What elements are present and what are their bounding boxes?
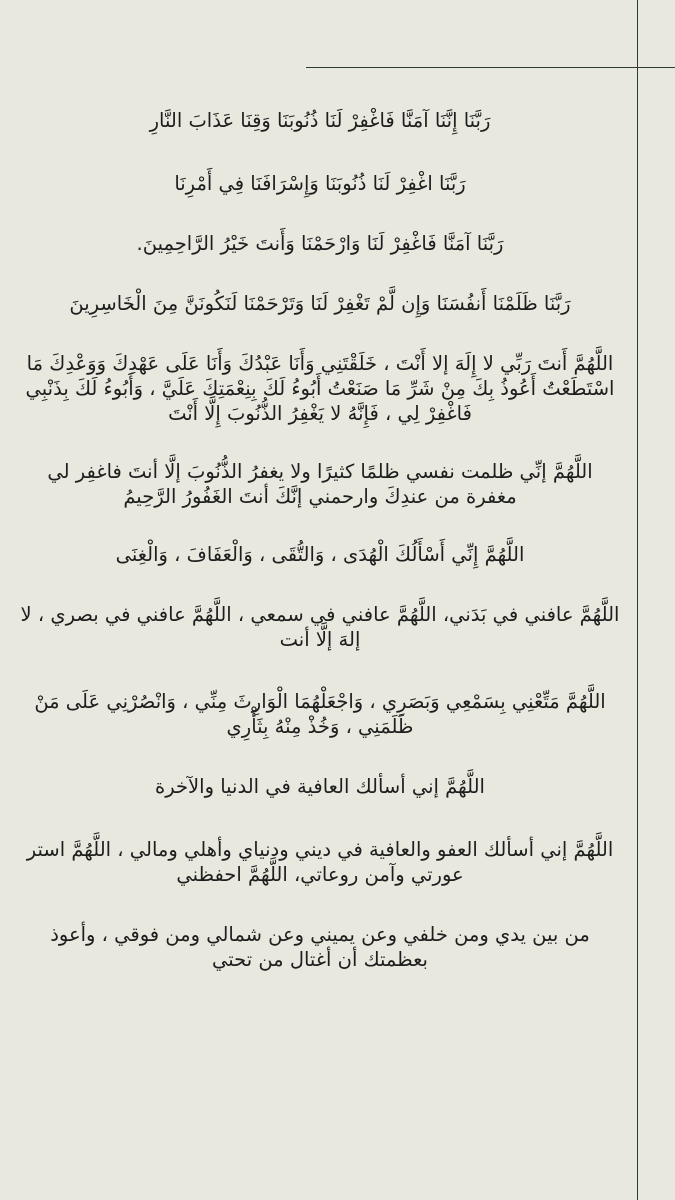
supplication-1: رَبَّنَا إِنَّنَا آمَنَّا فَاغْفِرْ لَنَا ذُنُوبَنَا وَقِنَا عَذَابَ النَّارِ [149,109,491,132]
supplication-9: اللَّهُمَّ مَتِّعْنِي بِسَمْعِي وَبَصَرِي ، وَاجْعَلْهُمَا الْوَارِثَ مِنِّي ، وَانْصُرْنِي عَلَى مَنْ ظَلَمَنِي ، وَخُذْ مِنْهُ بِثَأْرِي [34,690,606,738]
supplication-8: اللَّهُمَّ عافني في بَدَني، اللَّهُمَّ عافني في سمعي ، اللَّهُمَّ عافني في بصري ، لا إلهَ إلَّا أنت [20,603,620,651]
supplication-2: رَبَّنَا اغْفِرْ لَنَا ذُنُوبَنَا وَإِسْرَافَنَا فِي أَمْرِنَا [174,172,466,195]
supplication-4: رَبَّنَا ظَلَمْنَا أَنفُسَنَا وَإِن لَّمْ تَغْفِرْ لَنَا وَتَرْحَمْنَا لَنَكُونَنَّ مِنَ الْخَاسِرِينَ [69,292,571,315]
decorative-vertical-line [637,0,638,1200]
supplication-5: اللَّهُمَّ أَنتَ رَبِّي لا إِلَهَ إلا أَنْتَ ، خَلَقْتَنِي وَأَنَا عَبْدُكَ وَأَنَا عَلَى عَهْدِكَ وَوَعْدِكَ مَا اسْتَطَعْتُ أَعُوذُ بِكَ مِنْ شَرِّ مَا صَنَعْتُ أَبُوءُ لَكَ بِنِعْمَتِكَ عَلَيَّ ، وَأَبُوءُ لَكَ بِذَنْبِي فَاغْفِرْ لِي ، فَإِنَّهُ لا يَغْفِرُ الذُّنُوبَ إِلَّا أَنْتَ [25,352,615,425]
supplication-7: اللَّهُمَّ إِنِّي أَسْأَلُكَ الْهُدَى ، وَالتُّقَى ، وَالْعَفَافَ ، وَالْغِنَى [115,543,525,566]
supplication-11: اللَّهُمَّ إني أسألك العفو والعافية في ديني ودنياي وأهلي ومالي ، اللَّهُمَّ استر عورتي وآمن روعاتي، اللَّهُمَّ احفظني [26,838,614,886]
supplication-12: من بين يدي ومن خلفي وعن يميني وعن شمالي ومن فوقي ، وأعوذ بعظمتك أن أغتال من تحتي [50,923,590,971]
supplication-6: اللَّهُمَّ إنِّي ظلمت نفسي ظلمًا كثيرًا ولا يغفرُ الذُّنُوبَ إلَّا أنتَ فاغفِر لي مغفرة من عندِكَ وارحمني إنَّكَ أنتَ الغَفُورُ الرَّحِيمُ [47,460,593,508]
supplication-10: اللَّهُمَّ إني أسألك العافية في الدنيا والآخرة [155,775,485,798]
decorative-horizontal-line [306,67,675,68]
supplication-3: رَبَّنَا آمَنَّا فَاغْفِرْ لَنَا وَارْحَمْنَا وَأَنتَ خَيْرُ الرَّاحِمِينَ. [136,232,504,255]
supplications-list [20,108,620,972]
